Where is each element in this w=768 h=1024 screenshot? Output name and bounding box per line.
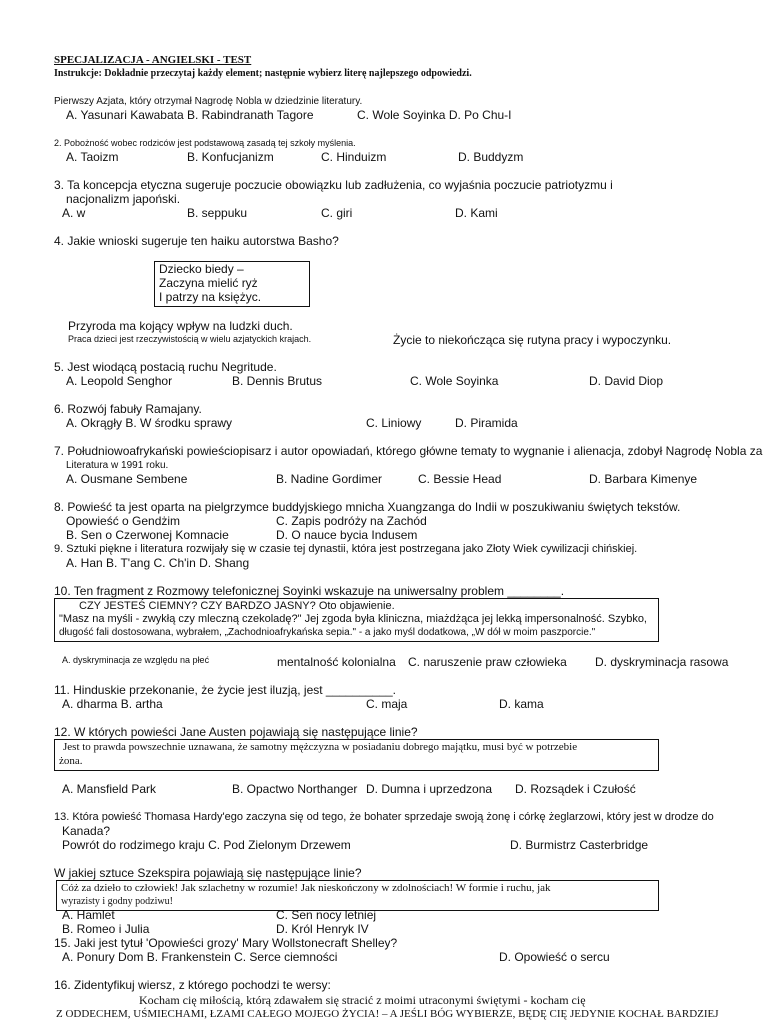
q3-option-d[interactable]: D. Kami: [455, 206, 498, 220]
q6-question: 6. Rozwój fabuły Ramajany.: [54, 402, 202, 416]
q7-question-line2: Literatura w 1991 roku.: [66, 460, 169, 471]
q13-question-line2: Kanada?: [62, 824, 111, 838]
q2-option-a[interactable]: A. Taoizm: [66, 150, 119, 164]
q12-question: 12. W których powieści Jane Austen pojawiają się następujące linie?: [54, 725, 418, 739]
q5-option-c[interactable]: C. Wole Soyinka: [410, 374, 499, 388]
q15-option-abc[interactable]: A. Ponury Dom B. Frankenstein C. Serce ciemności: [62, 950, 338, 964]
q4-question: 4. Jakie wnioski sugeruje ten haiku autorstwa Basho?: [54, 234, 339, 248]
q1-question: Pierwszy Azjata, który otrzymał Nagrodę Nobla w dziedzinie literatury.: [54, 96, 363, 107]
q8-question: 8. Powieść ta jest oparta na pielgrzymce buddyjskiego mnicha Xuangzanga do Indii w poszukiwaniu świętych tekstów.: [54, 500, 681, 514]
q9-question: 9. Sztuki piękne i literatura rozwijały się w czasie tej dynastii, która jest postrzegana jako Złoty Wiek cywilizacji chińskiej.: [54, 543, 638, 555]
instructions: Instrukcje: Dokładnie przeczytaj każdy element; następnie wybierz literę najlepszego odpowiedzi.: [54, 68, 472, 79]
q14-option-a[interactable]: A. Hamlet: [62, 908, 115, 922]
q13-option-abc[interactable]: Powrót do rodzimego kraju C. Pod Zielonym Drzewem: [62, 838, 351, 852]
q14-option-c[interactable]: C. Sen nocy letniej: [276, 908, 377, 922]
q7-option-b[interactable]: B. Nadine Gordimer: [276, 472, 383, 486]
q12-option-c[interactable]: D. Dumna i uprzedzona: [366, 782, 493, 796]
q2-option-b[interactable]: B. Konfucjanizm: [187, 150, 274, 164]
q8-option-b[interactable]: B. Sen o Czerwonej Komnacie: [66, 528, 229, 542]
q11-option-c[interactable]: C. maja: [366, 697, 408, 711]
q12-quote-line-1: Jest to prawda powszechnie uznawana, że samotny mężczyzna w posiadaniu dobrego majątku, musi być w potrzebie: [63, 741, 578, 753]
q10-quote-line-2: "Masz na myśli - zwykłą czy mleczną czekoladę?" Jej zgoda była kliniczna, miażdżąca jej lekką impersonalność. Szybko,: [59, 613, 647, 625]
haiku-box: [154, 261, 310, 307]
q1-option-cd[interactable]: C. Wole Soyinka D. Po Chu-I: [357, 108, 512, 122]
q10-option-d[interactable]: D. dyskryminacja rasowa: [595, 655, 729, 669]
q14-quote-box: [56, 880, 659, 911]
q14-quote-line-2: wyrazisty i godny podziwu!: [61, 896, 173, 907]
q3-option-c[interactable]: C. giri: [321, 206, 353, 220]
q4-option-a[interactable]: Przyroda ma kojący wpływ na ludzki duch.: [68, 319, 293, 333]
q7-option-a[interactable]: A. Ousmane Sembene: [66, 472, 188, 486]
q10-question: 10. Ten fragment z Rozmowy telefonicznej Soyinki wskazuje na uniwersalny problem ________.: [54, 584, 565, 598]
q11-option-d[interactable]: D. kama: [499, 697, 544, 711]
q4-option-c[interactable]: Życie to niekończąca się rutyna pracy i wypoczynku.: [393, 333, 672, 347]
q11-question: 11. Hinduskie przekonanie, że życie jest iluzją, jest __________.: [54, 683, 396, 697]
q15-question: 15. Jaki jest tytuł 'Opowieści grozy' Mary Wollstonecraft Shelley?: [54, 936, 398, 950]
q3-option-b[interactable]: B. seppuku: [187, 206, 248, 220]
q12-option-b[interactable]: B. Opactwo Northanger: [232, 782, 358, 796]
q10-option-c[interactable]: C. naruszenie praw człowieka: [408, 655, 567, 669]
q8-option-a[interactable]: Opowieść o Gendżim: [66, 514, 181, 528]
q14-quote-line-1: Cóż za dzieło to człowiek! Jak szlachetny w rozumie! Jak nieskończony w zdolnościach! W formie i ruchu, jak: [61, 882, 551, 894]
q14-option-d[interactable]: D. Król Henryk IV: [276, 922, 369, 936]
q10-quote-line-3: długość fali dostosowana, wybrałem, „Zachodnioafrykańska sepia." - a jako myśl dodatkowa, „W dół w moim paszporcie.": [59, 627, 596, 638]
q10-quote-box: [54, 598, 659, 642]
q14-option-b[interactable]: B. Romeo i Julia: [62, 922, 150, 936]
haiku-line-2: Zaczyna mielić ryż: [159, 276, 258, 290]
q1-option-ab[interactable]: A. Yasunari Kawabata B. Rabindranath Tagore: [66, 108, 314, 122]
q9-options[interactable]: A. Han B. T'ang C. Ch'in D. Shang: [66, 556, 250, 570]
q2-option-d[interactable]: D. Buddyzm: [458, 150, 524, 164]
q10-quote-line-1: CZY JESTEŚ CIEMNY? CZY BARDZO JASNY? Oto objawienie.: [79, 600, 395, 612]
q12-quote-line-2: żona.: [59, 755, 83, 767]
q2-question: 2. Pobożność wobec rodziców jest podstawową zasadą tej szkoły myślenia.: [54, 138, 356, 148]
page-title: SPECJALIZACJA - ANGIELSKI - TEST: [54, 54, 252, 66]
q8-option-d[interactable]: D. O nauce bycia Indusem: [276, 528, 418, 542]
q5-option-b[interactable]: B. Dennis Brutus: [232, 374, 323, 388]
q15-option-d[interactable]: D. Opowieść o sercu: [499, 950, 610, 964]
q6-option-c[interactable]: C. Liniowy: [366, 416, 422, 430]
q5-question: 5. Jest wiodącą postacią ruchu Negritude.: [54, 360, 277, 374]
q12-option-a[interactable]: A. Mansfield Park: [62, 782, 157, 796]
q12-option-d[interactable]: D. Rozsądek i Czułość: [515, 782, 636, 796]
q11-option-ab[interactable]: A. dharma B. artha: [62, 697, 163, 711]
q14-question: W jakiej sztuce Szekspira pojawiają się następujące linie?: [54, 866, 362, 880]
q6-option-d[interactable]: D. Piramida: [455, 416, 518, 430]
q13-option-d[interactable]: D. Burmistrz Casterbridge: [510, 838, 649, 852]
q7-question-line1: 7. Południowoafrykański powieściopisarz i autor opowiadań, którego główne tematy to wygnanie i alienacja, zdobył Nagrodę Nobla za: [54, 444, 763, 458]
haiku-line-1: Dziecko biedy –: [159, 262, 244, 276]
q5-option-d[interactable]: D. David Diop: [589, 374, 664, 388]
q7-option-c[interactable]: C. Bessie Head: [418, 472, 502, 486]
q4-option-b[interactable]: Praca dzieci jest rzeczywistością w wielu azjatyckich krajach.: [68, 334, 312, 344]
q8-option-c[interactable]: C. Zapis podróży na Zachód: [276, 514, 427, 528]
q2-option-c[interactable]: C. Hinduizm: [321, 150, 387, 164]
q6-option-ab[interactable]: A. Okrągły B. W środku sprawy: [66, 416, 233, 430]
q7-option-d[interactable]: D. Barbara Kimenye: [589, 472, 698, 486]
q3-question-line2: nacjonalizm japoński.: [66, 192, 181, 206]
haiku-line-3: I patrzy na księżyc.: [159, 290, 262, 304]
q5-option-a[interactable]: A. Leopold Senghor: [66, 374, 173, 388]
q10-option-a[interactable]: A. dyskryminacja ze względu na płeć: [62, 655, 210, 665]
q3-option-a[interactable]: A. w: [62, 206, 86, 220]
q10-option-b[interactable]: mentalność kolonialna: [277, 655, 396, 669]
q16-poem-line-2: Z ODDECHEM, UŚMIECHAMI, ŁZAMI CAŁEGO MOJEGO ŻYCIA! – A JEŚLI BÓG WYBIERZE, BĘDĘ CIĘ JEDYNIE KOCHAŁ BARDZIEJ: [56, 1008, 719, 1020]
q3-question-line1: 3. Ta koncepcja etyczna sugeruje poczucie obowiązku lub zadłużenia, co wyjaśnia poczucie patriotyzmu i: [54, 178, 613, 192]
q16-poem-line-1: Kocham cię miłością, którą zdawałem się stracić z moimi utraconymi świętymi - kocham cię: [139, 993, 586, 1007]
q13-question-line1: 13. Która powieść Thomasa Hardy'ego zaczyna się od tego, że bohater sprzedaje swoją żonę i córkę żeglarzowi, który jest w drodze do: [54, 811, 714, 823]
q16-question: 16. Zidentyfikuj wiersz, z którego pochodzi te wersy:: [54, 978, 331, 992]
q12-quote-box: [54, 739, 659, 771]
